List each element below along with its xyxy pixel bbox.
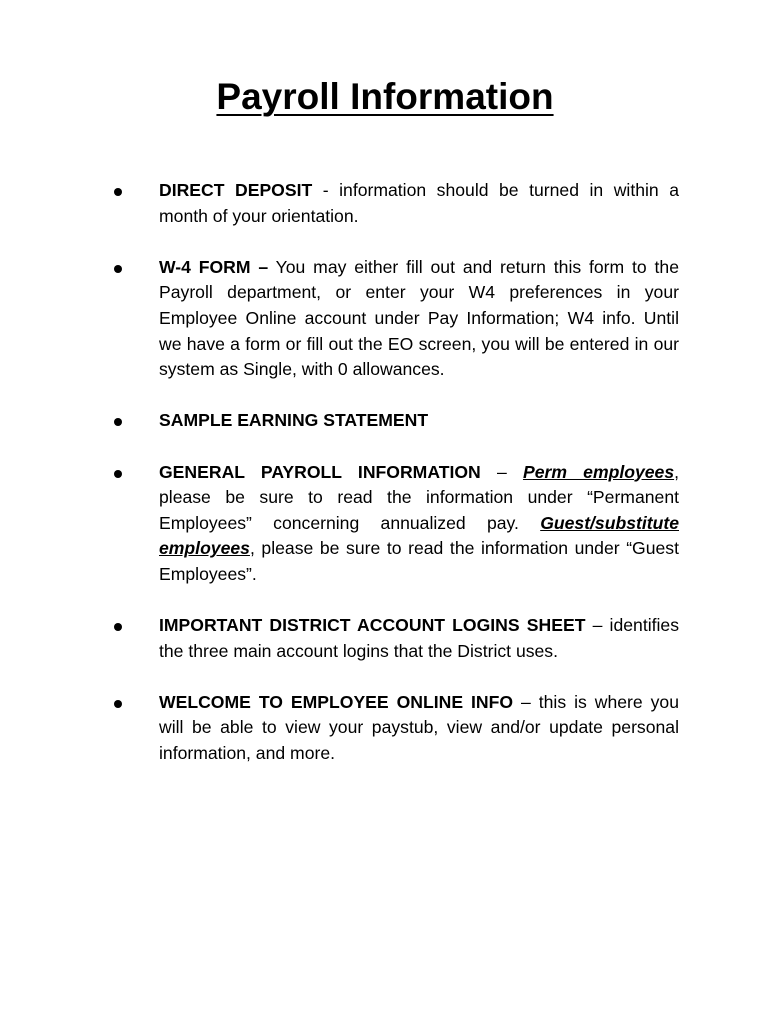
item-heading: IMPORTANT DISTRICT ACCOUNT LOGINS SHEET xyxy=(159,615,586,636)
page-title xyxy=(0,72,770,122)
list-item-general-payroll-information xyxy=(0,460,679,588)
bullet-icon xyxy=(114,700,122,708)
item-heading: W-4 FORM – xyxy=(159,256,269,277)
guest-substitute-employees-emphasis: Guest/substitute employees xyxy=(159,512,679,559)
payroll-items-list xyxy=(0,178,770,792)
list-item-district-account-logins xyxy=(0,613,679,664)
list-item-employee-online-info xyxy=(0,690,679,767)
item-text: , please be sure to read the information under “Permanent Employees” concerning annualized pay. xyxy=(159,461,680,533)
list-item-direct-deposit xyxy=(0,178,679,229)
bullet-icon xyxy=(114,265,122,273)
list-item-sample-earning-statement xyxy=(0,408,679,434)
item-heading: WELCOME TO EMPLOYEE ONLINE INFO xyxy=(159,691,514,712)
item-text: You may either fill out and return this form to the Payroll department, or enter your W4 preferences in your Employee Online account under Pay Information; W4 info. Until we have a form or fill out the EO screen, you will be entered in our system as Single, with 0 allowances. xyxy=(159,256,679,380)
perm-employees-emphasis: Perm employees xyxy=(522,461,675,482)
item-text: – this is where you will be able to view your paystub, view and/or update personal information, and more. xyxy=(159,691,679,764)
item-heading: GENERAL PAYROLL INFORMATION xyxy=(159,461,481,482)
bullet-icon xyxy=(114,418,122,426)
item-text: - information should be turned in within a month of your orientation. xyxy=(159,180,679,226)
bullet-icon xyxy=(114,188,122,196)
bullet-icon xyxy=(114,470,122,478)
bullet-icon xyxy=(114,623,122,631)
item-heading: SAMPLE EARNING STATEMENT xyxy=(159,410,429,431)
list-item-w4-form xyxy=(0,255,679,383)
item-dash: – xyxy=(480,461,523,482)
item-text: , please be sure to read the information under “Guest Employees”. xyxy=(159,538,679,584)
item-text: – identifies the three main account logins that the District uses. xyxy=(159,615,679,661)
item-heading: DIRECT DEPOSIT xyxy=(159,180,313,200)
page-title-text: Payroll Information xyxy=(216,76,554,117)
